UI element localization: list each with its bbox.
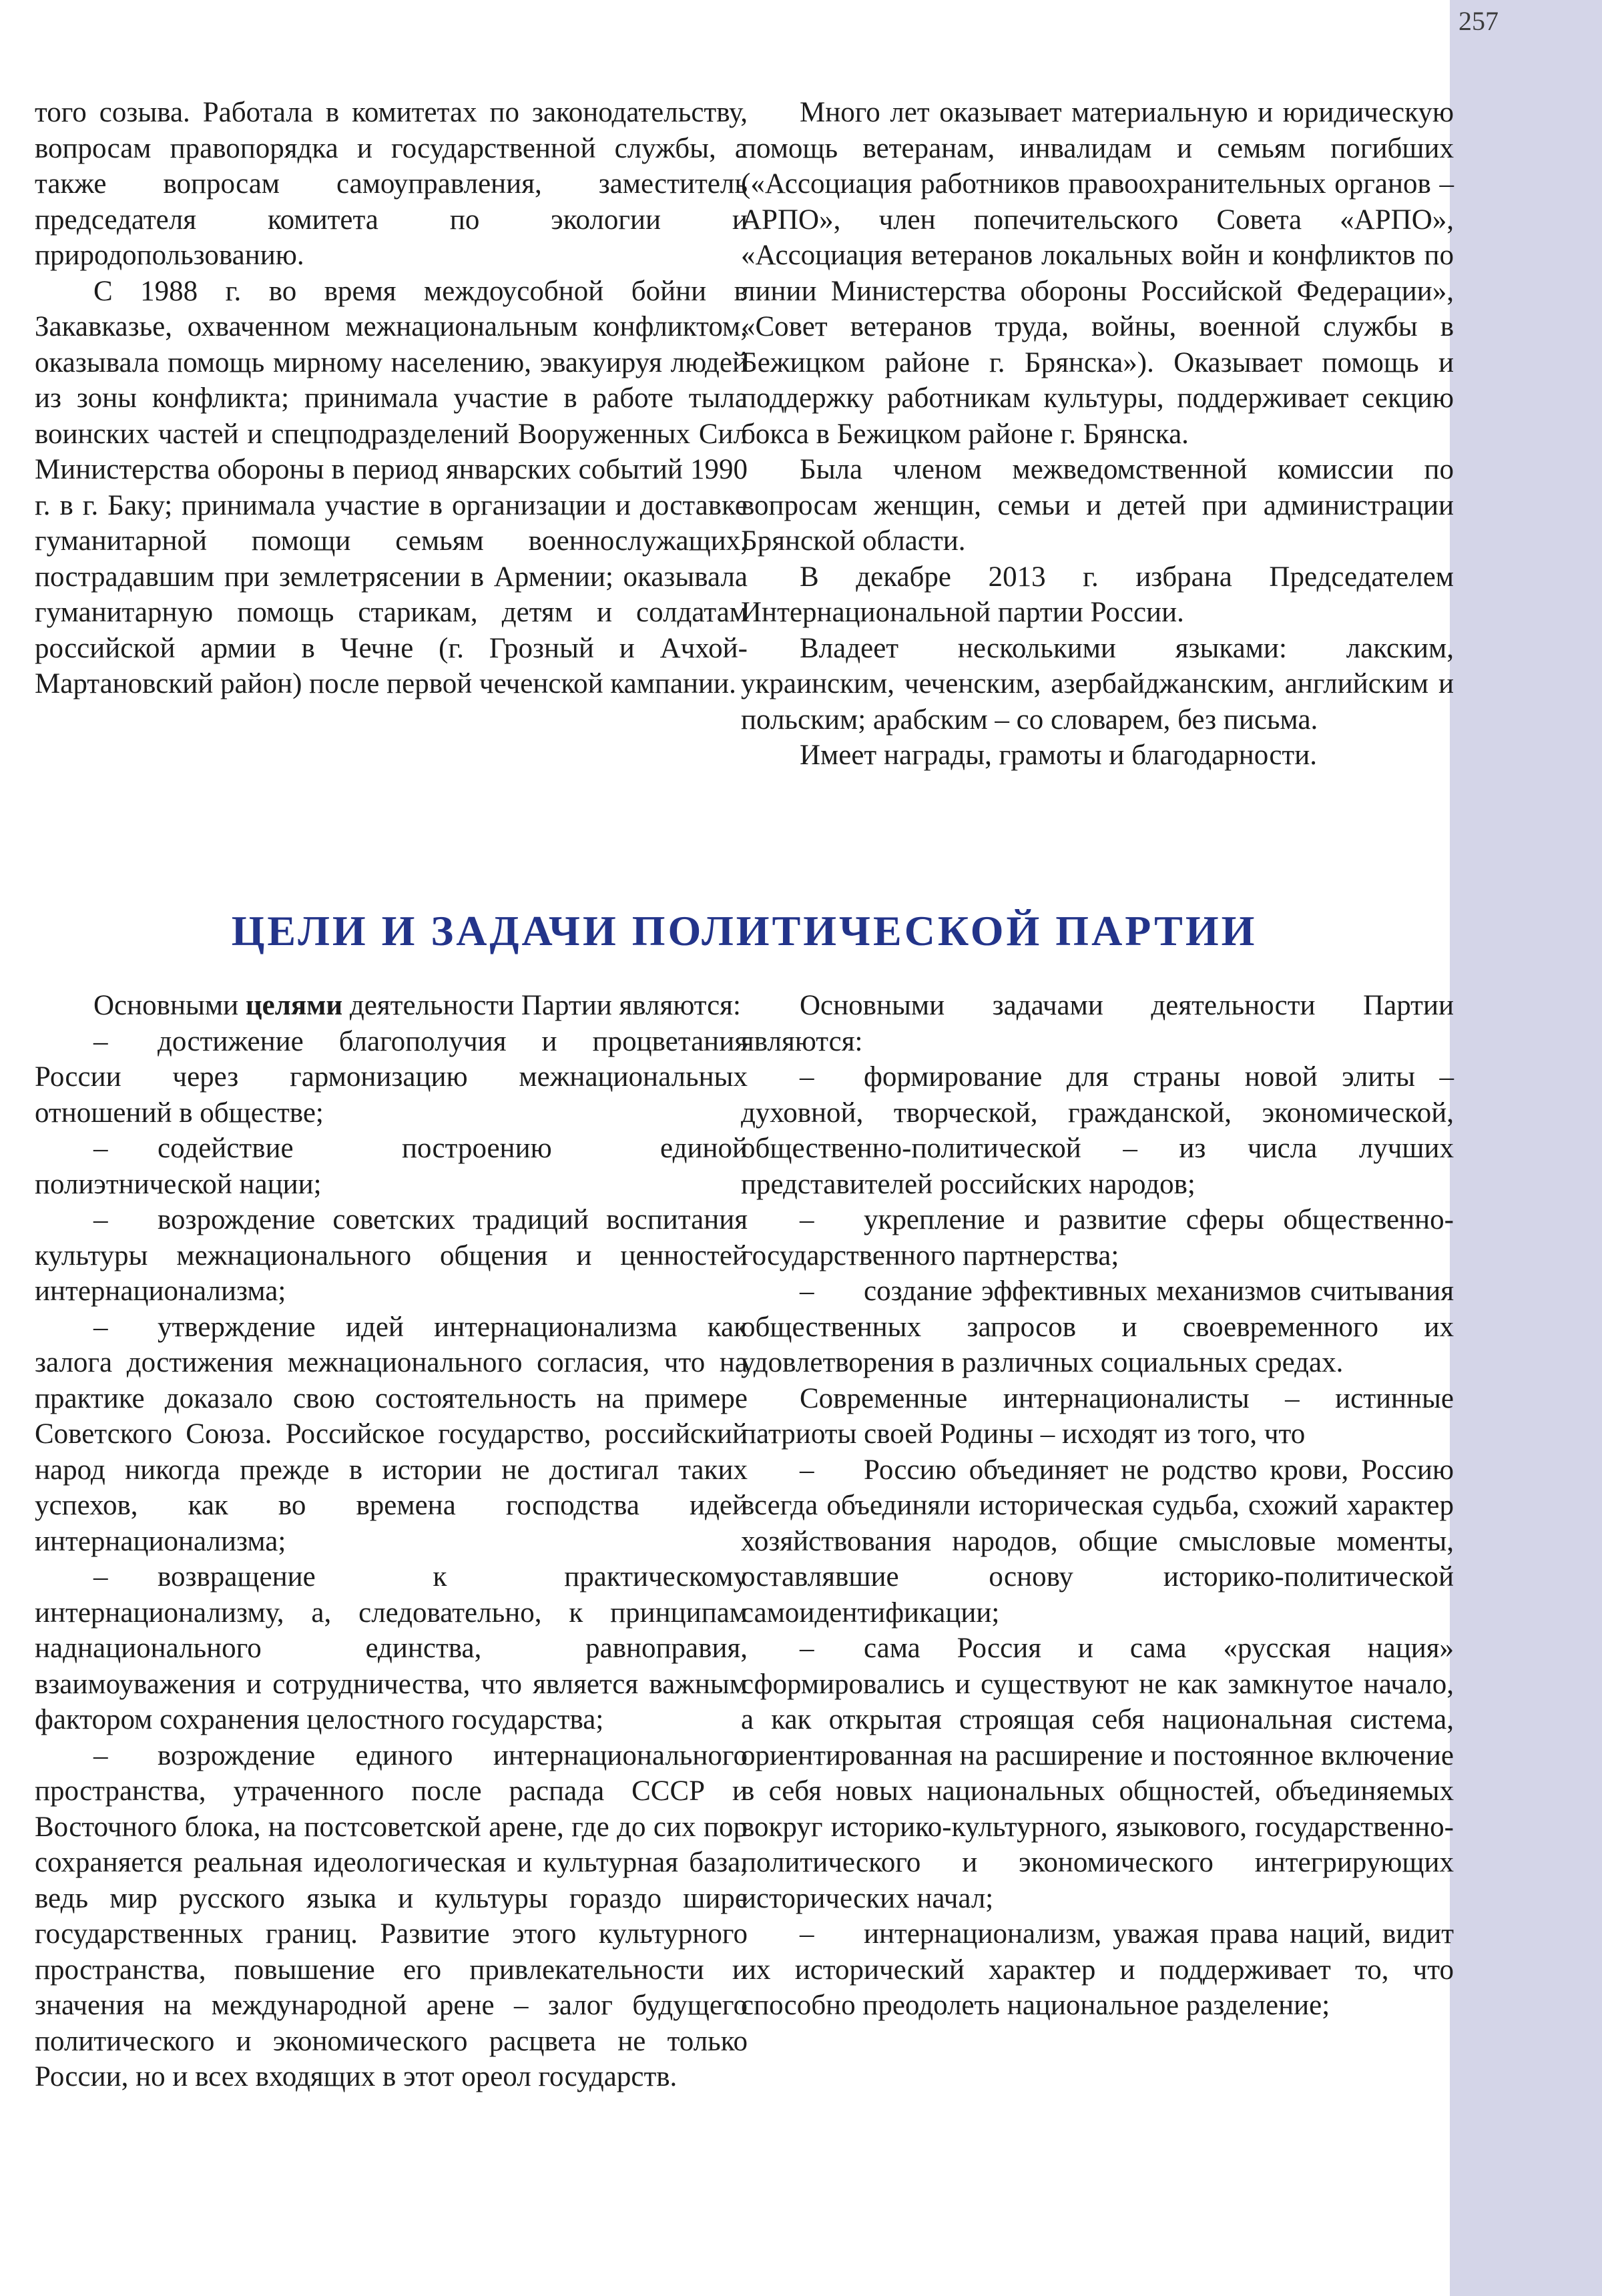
goal-item-text: содействие построению единой полиэтнической нации;	[35, 1133, 748, 1200]
section-heading: ЦЕЛИ И ЗАДАЧИ ПОЛИТИЧЕСКОЙ ПАРТИИ	[231, 907, 1258, 954]
tasks-intro: Основными задачами деятельности Партии являются:	[741, 990, 1454, 1057]
bio-paragraph: Имеет награды, грамоты и благодарности.	[800, 740, 1317, 771]
dash-marker: –	[800, 1204, 814, 1235]
principle-item	[741, 1916, 1454, 2024]
goal-item	[35, 1738, 748, 2095]
bio-paragraph: Владеет несколькими языками: лакским, украинским, чеченским, азербайджанским, английским и польским; арабским – со словарем, без письма.	[741, 632, 1454, 736]
dash-marker: –	[800, 1918, 814, 1950]
bio-left-column	[35, 95, 748, 702]
task-item-text: укрепление и развитие сферы общественно-государственного партнерства;	[741, 1204, 1454, 1271]
goal-item	[35, 1202, 748, 1310]
tasks-column	[741, 988, 1454, 2024]
dash-marker: –	[93, 1204, 108, 1235]
goal-item-text: достижение благополучия и процветания России через гармонизацию межнациональных отношений в обществе;	[35, 1025, 748, 1129]
goal-item	[35, 1559, 748, 1738]
goal-item-text: возрождение единого интернационального пространства, утраченного после распада СССР и Восточного блока, на постсоветской арене, где до сих пор сохраняется реальная идеологическая и культурная база, ведь мир русского языка и культуры гораздо шире государственных границ. Развитие этого культурного пространства, повышение его привлекательности и значения на международной арене – залог будущего политического и экономического расцвета не только России, но и всех входящих в этот ореол государств.	[35, 1739, 748, 2092]
goal-item-text: возвращение к практическому интернационализму, а, следовательно, к принципам наднационального единства, равноправия, взаимоуважения и сотрудничества, что является важным фактором сохранения целостного государства;	[35, 1561, 748, 1735]
dash-marker: –	[800, 1275, 814, 1307]
goals-intro-end: деятельности Партии являются:	[342, 990, 741, 1021]
task-item-text: создание эффективных механизмов считывания общественных запросов и своевременного их удовлетворения в различных социальных средах.	[741, 1275, 1454, 1378]
bio-paragraph: С 1988 г. во время междоусобной бойни в Закавказье, охваченном межнациональным конфликтом, оказывала помощь мирному населению, эвакуируя людей из зоны конфликта; принимала участие в работе тыла воинских частей и спецподразделений Вооруженных Сил Министерства обороны в период январских событий 1990 г. в г. Баку; принимала участие в организации и доставке гуманитарной помощи семьям военнослужащих, пострадавшим при землетрясении в Армении; оказывала гуманитарную помощь старикам, детям и солдатам российской армии в Чечне (г. Грозный и Ачхой-Мартановский район) после первой чеченской кампании.	[35, 275, 748, 699]
task-item	[741, 1202, 1454, 1273]
task-item	[741, 1273, 1454, 1381]
dash-marker: –	[93, 1133, 108, 1164]
goal-item	[35, 1131, 748, 1202]
principle-item	[741, 1452, 1454, 1631]
dash-marker: –	[93, 1739, 108, 1771]
goals-intro	[35, 988, 748, 1024]
side-strip	[1450, 0, 1602, 2296]
principle-item	[741, 1631, 1454, 1916]
bio-paragraph: Много лет оказывает материальную и юридическую помощь ветеранам, инвалидам и семьям погибших («Ассоциация работников правоохранительных органов – АРПО», член попечительского Совета «АРПО», «Ассоциация ветеранов локальных войн и конфликтов по линии Министерства обороны Российской Федерации», «Совет ветеранов труда, войны, военной службы в Бежицком районе г. Брянска»). Оказывает помощь и поддержку работникам культуры, поддерживает секцию бокса в Бежицком районе г. Брянска.	[741, 97, 1454, 450]
goal-item	[35, 1024, 748, 1131]
task-item-text: формирование для страны новой элиты – духовной, творческой, гражданской, экономической, общественно-политической – из числа лучших представителей российских народов;	[741, 1061, 1454, 1200]
bio-paragraph: Была членом межведомственной комиссии по вопросам женщин, семьи и детей при администрации Брянской области.	[741, 454, 1454, 557]
bio-right-column	[741, 95, 1454, 774]
bio-paragraph: того созыва. Работала в комитетах по законодательству, вопросам правопорядка и государственной службы, а также вопросам самоуправления, заместитель председателя комитета по экологии и природопользованию.	[35, 97, 748, 271]
goal-item-text: возрождение советских традиций воспитания культуры межнационального общения и ценностей интернационализма;	[35, 1204, 748, 1307]
page-number: 257	[1458, 6, 1499, 36]
principle-item-text: сама Россия и сама «русская нация» сформировались и существуют не как замкнутое начало, а как открытая строящая себя национальная система, ориентированная на расширение и постоянное включение в себя новых национальных общностей, объединяемых вокруг историко-культурного, языкового, государственно-политического и экономического интегрирующих исторических начал;	[741, 1633, 1454, 1914]
goal-item-text: утверждение идей интернационализма как залога достижения межнационального согласия, что на практике доказало свою состоятельность на примере Советского Союза. Российское государство, российский народ никогда прежде в истории не достигал таких успехов, как во времена господства идей интернационализма;	[35, 1311, 748, 1557]
goals-intro-start: Основными	[93, 990, 246, 1021]
dash-marker: –	[93, 1025, 108, 1057]
dash-marker: –	[93, 1311, 108, 1343]
task-item	[741, 1059, 1454, 1202]
dash-marker: –	[800, 1454, 814, 1486]
dash-marker: –	[800, 1061, 814, 1093]
goal-item	[35, 1310, 748, 1560]
goals-intro-bold: целями	[245, 990, 343, 1021]
principle-item-text: Россию объединяет не родство крови, Россию всегда объединяли историческая судьба, схожий характер хозяйствования народов, общие смысловые моменты, оставлявшие основу историко-политической самоидентификации;	[741, 1454, 1454, 1629]
dash-marker: –	[800, 1633, 814, 1664]
bio-paragraph: В декабре 2013 г. избрана Председателем Интернациональной партии России.	[741, 561, 1454, 628]
internationalists-paragraph: Современные интернационалисты – истинные патриоты своей Родины – исходят из того, что	[741, 1382, 1454, 1450]
dash-marker: –	[93, 1561, 108, 1593]
goals-column	[35, 988, 748, 2095]
principle-item-text: интернационализм, уважая права наций, видит их исторический характер и поддерживает то, что способно преодолеть национальное разделение;	[741, 1918, 1454, 2021]
